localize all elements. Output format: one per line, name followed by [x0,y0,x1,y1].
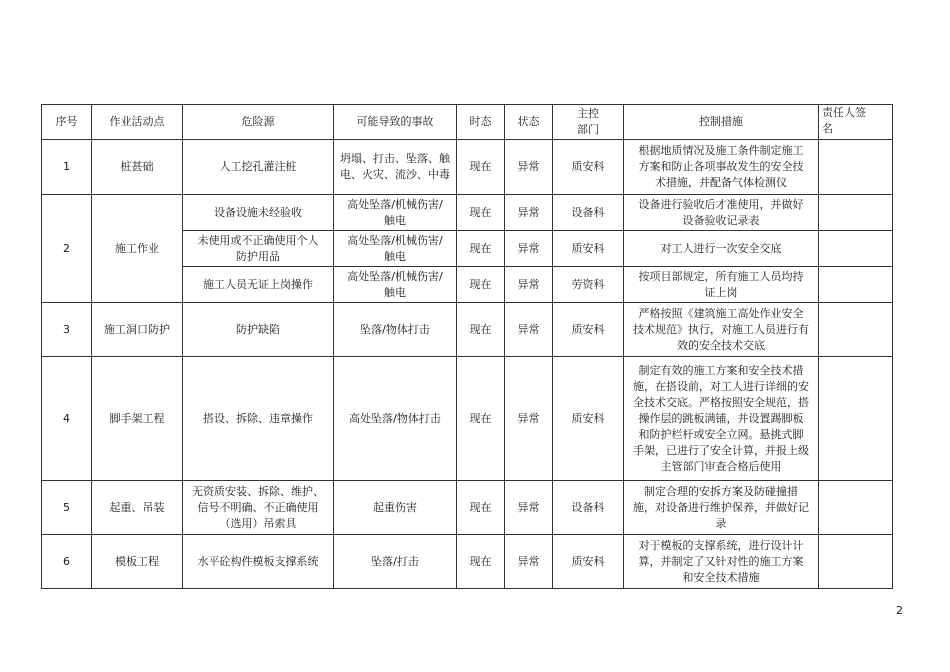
cell-measures: 制定有效的施工方案和安全技术措 施，在搭设前，对工人进行详细的安 全技术交底。严格按照安全规范，搭 操作层的跳板满铺，并设置踢脚板 和防护栏杆或安全立网。悬挑式脚 手架，已进行了安全计算，并报上级 主管部门审查合格后使用 [624,357,819,481]
table-header-row [42,105,893,140]
header-hazard: 危险源 [183,105,334,140]
cell-measures: 根据地质情况及施工条件制定施工 方案和防止各项事故发生的安全技 术措施，并配备气体检测仪 [624,140,819,195]
cell-accident: 坠落/物体打击 [334,303,457,357]
cell-tense: 现在 [457,231,505,267]
header-sign: 责任人签 名 [819,105,893,140]
cell-dept: 质安科 [553,140,624,195]
table-row [42,140,893,195]
header-accident: 可能导致的事故 [334,105,457,140]
hazard-table [41,104,893,589]
cell-activity: 起重、吊装 [92,481,183,535]
cell-status: 异常 [505,195,553,231]
cell-activity: 脚手架工程 [92,357,183,481]
cell-hazard: 未使用或不正确使用个人 防护用品 [183,231,334,267]
cell-sign [819,357,893,481]
header-dept: 主控 部门 [553,105,624,140]
cell-sign [819,140,893,195]
header-activity: 作业活动点 [92,105,183,140]
header-measures: 控制措施 [624,105,819,140]
cell-sign [819,535,893,589]
header-tense: 时态 [457,105,505,140]
cell-dept: 设备科 [553,481,624,535]
cell-activity: 施工作业 [92,195,183,303]
cell-accident: 坍塌、打击、坠落、触 电、火灾、流沙、中毒 [334,140,457,195]
cell-hazard: 水平砼构件模板支撑系统 [183,535,334,589]
cell-accident: 高处坠落/机械伤害/ 触电 [334,267,457,303]
cell-hazard: 施工人员无证上岗操作 [183,267,334,303]
cell-no: 2 [42,195,92,303]
cell-tense: 现在 [457,535,505,589]
cell-no: 6 [42,535,92,589]
cell-tense: 现在 [457,357,505,481]
cell-sign [819,231,893,267]
cell-no: 1 [42,140,92,195]
cell-status: 异常 [505,357,553,481]
cell-hazard: 无资质安装、拆除、维护、 信号不明确、不正确使用 （选用）吊索具 [183,481,334,535]
table-row [42,303,893,357]
cell-status: 异常 [505,267,553,303]
page-number: 2 [896,604,903,617]
cell-status: 异常 [505,481,553,535]
cell-status: 异常 [505,140,553,195]
cell-sign [819,195,893,231]
cell-no: 3 [42,303,92,357]
cell-status: 异常 [505,303,553,357]
cell-activity: 桩甚础 [92,140,183,195]
cell-dept: 设备科 [553,195,624,231]
cell-no: 5 [42,481,92,535]
cell-status: 异常 [505,231,553,267]
cell-measures: 严格按照《建筑施工高处作业安全 技术规范》执行，对施工人员进行有 效的安全技术交底 [624,303,819,357]
cell-sign [819,303,893,357]
cell-accident: 高处坠落/机械伤害/ 触电 [334,231,457,267]
cell-tense: 现在 [457,195,505,231]
header-no: 序号 [42,105,92,140]
cell-tense: 现在 [457,140,505,195]
header-status: 状态 [505,105,553,140]
cell-accident: 坠落/打击 [334,535,457,589]
table-row [42,535,893,589]
cell-hazard: 搭设、拆除、违章操作 [183,357,334,481]
cell-tense: 现在 [457,481,505,535]
cell-accident: 高处坠落/机械伤害/ 触电 [334,195,457,231]
cell-tense: 现在 [457,267,505,303]
cell-no: 4 [42,357,92,481]
cell-tense: 现在 [457,303,505,357]
cell-measures: 按项目部规定，所有施工人员均持 证上岗 [624,267,819,303]
cell-sign [819,267,893,303]
cell-dept: 质安科 [553,303,624,357]
cell-accident: 高处坠落/物体打击 [334,357,457,481]
cell-hazard: 防护缺陷 [183,303,334,357]
cell-measures: 制定合理的安拆方案及防碰撞措 施，对设备进行维护保养，并做好记 录 [624,481,819,535]
cell-activity: 施工洞口防护 [92,303,183,357]
cell-accident: 起重伤害 [334,481,457,535]
cell-dept: 劳资科 [553,267,624,303]
cell-measures: 设备进行验收后才准使用，并做好 设备验收记录表 [624,195,819,231]
table-row [42,481,893,535]
cell-hazard: 人工挖孔灌注桩 [183,140,334,195]
cell-dept: 质安科 [553,535,624,589]
cell-measures: 对于模板的支撑系统，进行设计计 算，并制定了又针对性的施工方案 和安全技术措施 [624,535,819,589]
cell-measures: 对工人进行一次安全交底 [624,231,819,267]
table-row [42,195,893,231]
cell-dept: 质安科 [553,231,624,267]
cell-hazard: 设备设施未经验收 [183,195,334,231]
cell-sign [819,481,893,535]
table-row [42,357,893,481]
cell-status: 异常 [505,535,553,589]
cell-activity: 模板工程 [92,535,183,589]
cell-dept: 质安科 [553,357,624,481]
